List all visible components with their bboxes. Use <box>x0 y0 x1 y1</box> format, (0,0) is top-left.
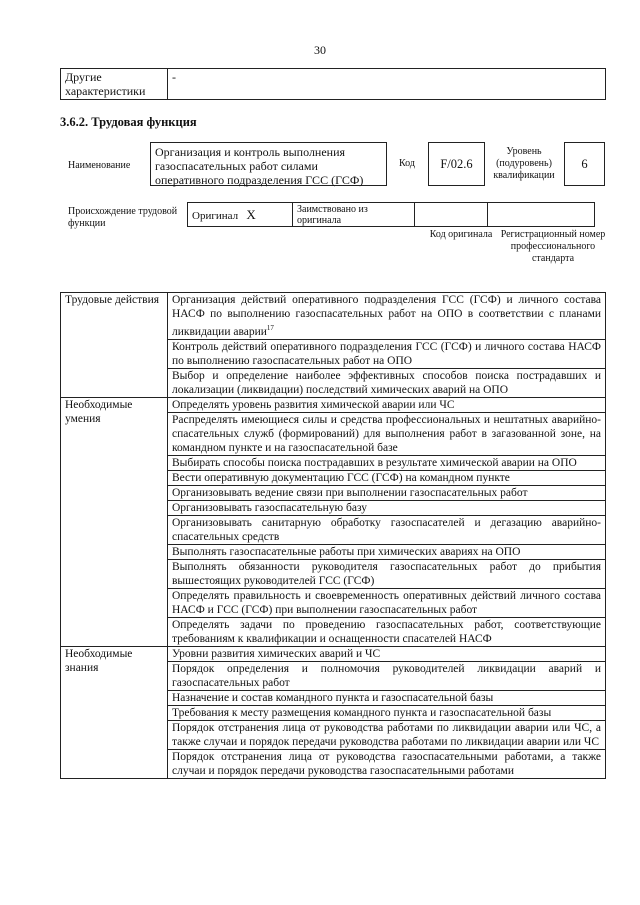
labor-action-row: Выбор и определение наиболее эффективных способов поиска пострадавших и локализации (ликвидации) последствий химических аварий на ОПО <box>168 368 606 397</box>
other-characteristics-table <box>60 68 606 100</box>
knowledge-label: Необходимые знания <box>61 646 168 778</box>
name-label: Наименование <box>68 160 131 171</box>
origin-code-cell <box>415 203 488 227</box>
origin-reg-number-cell <box>488 203 595 227</box>
origin-borrowed-label: Заимствовано из оригинала <box>293 203 415 227</box>
skill-row: Вести оперативную документацию ГСС (ГСФ) на командном пункте <box>168 470 606 485</box>
knowledge-row: Порядок отстранения лица от руководства газоспасательными работами, а также случаи и порядок передачи руководства газоспасательными работами <box>168 749 606 778</box>
skill-row: Организовывать газоспасательную базу <box>168 500 606 515</box>
skill-row: Организовывать ведение связи при выполнении газоспасательных работ <box>168 485 606 500</box>
section-title: 3.6.2. Трудовая функция <box>60 115 197 129</box>
knowledge-row: Уровни развития химических аварий и ЧС <box>168 646 606 661</box>
skill-row: Выбирать способы поиска пострадавших в результате химической аварии на ОПО <box>168 455 606 470</box>
knowledge-row: Требования к месту размещения командного пункта и газоспасательной базы <box>168 705 606 720</box>
skill-row: Организовывать санитарную обработку газоспасателей и дегазацию аварийно-спасательных средств <box>168 515 606 544</box>
page-number: 30 <box>314 43 326 57</box>
skill-row: Определять правильность и своевременность оперативных действий личного состава НАСФ и ГСС (ГСФ) при выполнении газоспасательных работ <box>168 588 606 617</box>
knowledge-row: Порядок отстранения лица от руководства работами по ликвидации аварии или ЧС, а также случаи и порядок передачи руководства работами по ликвидации аварии или ЧС <box>168 720 606 749</box>
skill-row: Выполнять газоспасательные работы при химических авариях на ОПО <box>168 544 606 559</box>
skill-row: Определять уровень развития химической аварии или ЧС <box>168 397 606 412</box>
other-characteristics-value: - <box>168 69 606 100</box>
function-code-box: F/02.6 <box>428 142 485 186</box>
labor-actions-label: Трудовые действия <box>61 293 168 398</box>
other-characteristics-label: Другие характеристики <box>61 69 168 100</box>
origin-table <box>187 202 595 227</box>
skill-row: Определять задачи по проведению газоспасательных работ, соответствующие требованиям к квалификации и оснащенности спасателей НАСФ <box>168 617 606 646</box>
function-name-box: Организация и контроль выполнения газоспасательных работ силами оперативного подразделения ГСС (ГСФ) <box>150 142 387 186</box>
labor-action-row: Организация действий оперативного подразделения ГСС (ГСФ) и личного состава НАСФ по выполнению газоспасательных работ на ОПО в соответствии с планами ликвидации аварии$^{17}$ <box>168 293 606 340</box>
footnote-ref: 17 <box>266 324 274 332</box>
labor-action-row: Контроль действий оперативного подразделения ГСС (ГСФ) и личного состава НАСФ по выполнению газоспасательных работ на ОПО <box>168 339 606 368</box>
knowledge-row: Порядок определения и полномочия руководителей ликвидации аварий и газоспасательных работ <box>168 661 606 690</box>
origin-label: Происхождение трудовой функции <box>68 206 178 229</box>
code-original-label: Код оригинала <box>429 229 493 240</box>
skill-row: Выполнять обязанности руководителя газоспасательных работ до прибытия вышестоящих руководителей ГСС (ГСФ) <box>168 559 606 588</box>
code-label: Код <box>399 158 415 169</box>
origin-original-label: Оригинал <box>192 209 239 222</box>
skills-label: Необходимые умения <box>61 397 168 646</box>
reg-number-label: Регистрационный номер профессионального стандарта <box>500 229 606 264</box>
qualification-level-label: Уровень (подуровень) квалификации <box>493 146 555 181</box>
origin-original-cell <box>188 203 293 227</box>
qualification-level-box: 6 <box>564 142 605 186</box>
knowledge-row: Назначение и состав командного пункта и газоспасательной базы <box>168 690 606 705</box>
origin-original-mark: X <box>246 206 256 222</box>
labor-function-table <box>60 292 606 779</box>
skill-row: Распределять имеющиеся силы и средства профессиональных и нештатных аварийно-спасательных служб (формирований) для выполнения работ в загазованной зоне, на командном пункте и на газоспасательной базе <box>168 412 606 455</box>
